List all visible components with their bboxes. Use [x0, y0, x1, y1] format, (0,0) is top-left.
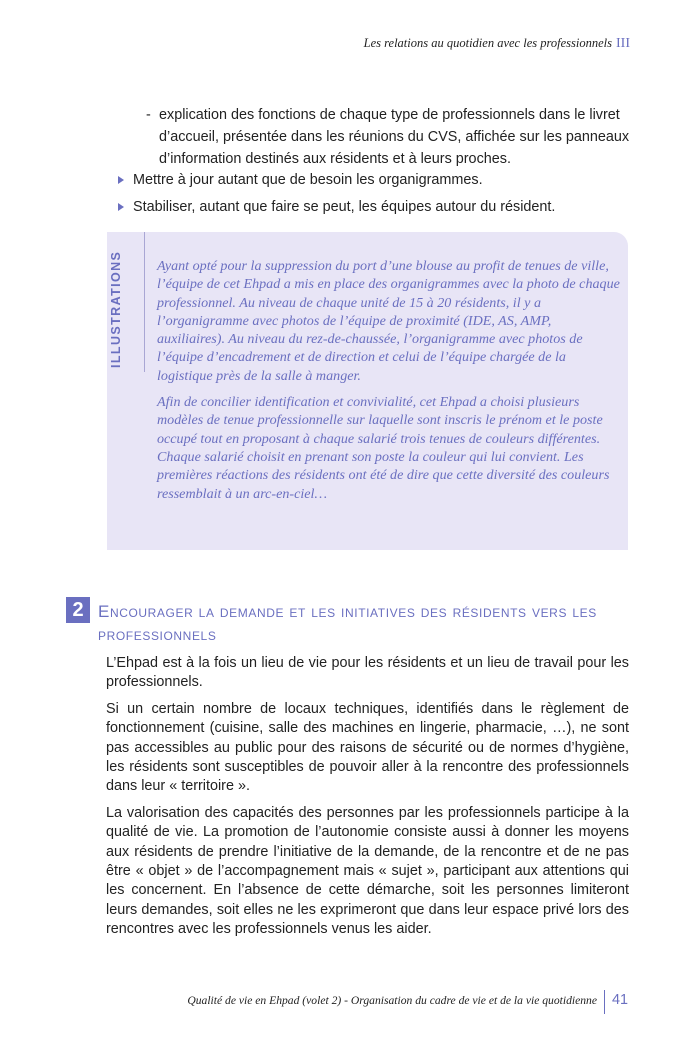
- bullet-item-text: Mettre à jour autant que de besoin les organigrammes.: [133, 172, 483, 188]
- dash-marker: -: [146, 107, 151, 123]
- bullet-item: [118, 196, 638, 218]
- triangle-bullet-icon: [118, 203, 124, 211]
- illustrations-label: ILLUSTRATIONS: [109, 250, 123, 368]
- section-number-badge: 2: [66, 597, 90, 623]
- illustrations-paragraph: Afin de concilier identification et convivialité, cet Ehpad a choisi plusieurs modèles de tenue professionnelle sur laquelle sont inscris le prénom et le poste occupé tout en proposant à chaque salarié trois tenues de couleurs différentes. Chaque salarié choisit en prenant son poste la couleur qui lui convient. Les premières réactions des résidents ont été de dire que cette diversité des couleurs ressemblait à un arc-en-ciel…: [157, 394, 610, 502]
- section-title: Encourager la demande et les initiatives des résidents vers les professionnels: [98, 602, 597, 644]
- body-paragraph: La valorisation des capacités des personnes par les professionnels participe à la qualité de vie. La promotion de l’autonomie consiste aussi à donner les moyens aux résidents de prendre l’initiative de la demande, de la rencontre et de ne pas être « objet » de l’accompagnement mais « sujet », participant aux attentions qui les concernent. En l’absence de cette démarche, soit les personnes limiteront leurs demandes, soit elles ne les exprimeront que dans leur espace privé lors des rencontres avec les professionnels venus les aider.: [106, 804, 629, 938]
- page-number: 41: [612, 992, 629, 1008]
- chapter-numeral: III: [616, 36, 630, 51]
- dash-list-item-text: explication des fonctions de chaque type de professionnels dans le livret d’accueil, présentée dans les réunions du CVS, affichée sur les panneaux d’information destinés aux résidents et à leurs proches.: [159, 107, 630, 167]
- bullet-item: [118, 169, 638, 191]
- illustrations-text: [157, 257, 622, 511]
- dash-list-item: [146, 104, 631, 170]
- running-footer: Qualité de vie en Ehpad (volet 2) - Organisation du cadre de vie et de la vie quotidienne: [187, 994, 597, 1007]
- triangle-bullet-icon: [118, 176, 124, 184]
- illustrations-divider: [144, 232, 145, 372]
- running-header-title: Les relations au quotidien avec les professionnels: [363, 36, 612, 50]
- section-body: [106, 654, 629, 947]
- footer-divider: [604, 990, 605, 1014]
- body-paragraph: L’Ehpad est à la fois un lieu de vie pour les résidents et un lieu de travail pour les professionnels.: [106, 655, 629, 691]
- illustrations-paragraph: Ayant opté pour la suppression du port d’une blouse au profit de tenues de ville, l’équipe de cet Ehpad a mis en place des organigrammes avec la photo de chaque professionnel. Au niveau de chaque unité de 15 à 20 résidents, il y a l’organigramme avec photos de l’équipe de proximité (IDE, AS, AMP, auxiliaires). Au niveau du rez-de-chaussée, l’organigramme avec photos de l’équipe d’encadrement et de direction et celui de l’équipe chargée de la logistique près de la salle à manger.: [157, 258, 620, 384]
- body-paragraph: Si un certain nombre de locaux techniques, identifiés dans le règlement de fonctionnement (cuisine, salle des machines en lingerie, pharmacie, …), ne sont pas accessibles au public pour des raisons de sécurité ou de normes d’hygiène, les résidents sont susceptibles de pouvoir aller à la rencontre des professionnels dans leur « territoire ».: [106, 700, 629, 795]
- bullet-item-text: Stabiliser, autant que faire se peut, les équipes autour du résident.: [133, 199, 556, 215]
- running-header: [364, 36, 630, 52]
